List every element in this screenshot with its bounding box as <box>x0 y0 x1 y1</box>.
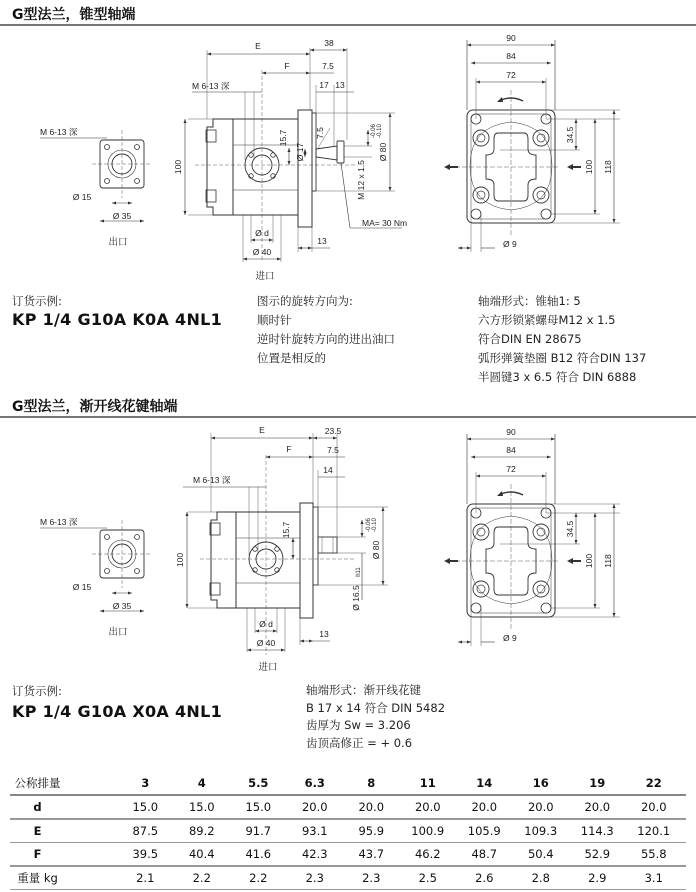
rotation-note-line: 图示的旋转方向为: <box>257 294 353 308</box>
mounting-hole-icon <box>541 209 551 219</box>
dimension-label: 7.5 <box>315 127 325 139</box>
dimension-label: MA= 30 Nm <box>362 218 408 228</box>
table-header-cell: 3 <box>141 776 150 790</box>
dimension-label: 100 <box>175 552 185 568</box>
dimension-label: E <box>255 41 261 51</box>
dimension-label: -0.10 <box>372 518 378 532</box>
bolt-hole-icon <box>135 535 140 540</box>
rotation-note-line: 顺时针 <box>257 313 292 327</box>
dimension-label: 34.5 <box>565 126 575 144</box>
shaft-note-line: B 17 x 14 符合 DIN 5482 <box>306 700 446 715</box>
rotation-note-line: 位置是相反的 <box>257 351 326 365</box>
table-cell: 46.2 <box>414 847 441 861</box>
table-cell: 2.9 <box>588 870 607 885</box>
dimension-label: Ø 15 <box>72 582 92 592</box>
dimension-label: F <box>286 444 292 454</box>
dimension-label: 38 <box>324 38 334 48</box>
rotation-note <box>257 292 395 368</box>
bolt-hole-icon <box>105 569 110 574</box>
dimension-label: 7.5 <box>322 61 334 71</box>
table-header-row <box>0 772 696 794</box>
table-header-cell: 8 <box>367 776 376 790</box>
shaft-note-line: 符合DIN EN 28675 <box>478 332 582 346</box>
bolt-icon <box>473 130 489 146</box>
table-cell: 100.9 <box>411 823 445 838</box>
table-cell: 20.0 <box>471 800 498 814</box>
bolt-icon <box>537 528 545 536</box>
dimension-label: Ø d <box>259 619 273 629</box>
table-cell: 15.0 <box>245 800 272 814</box>
shaft-note-line: 齿顶高修正 = + 0.6 <box>306 735 413 750</box>
dimension-label: h11 <box>356 567 362 577</box>
table-cell: 109.3 <box>524 823 558 838</box>
table-cell: 2.1 <box>136 870 155 885</box>
table-header-cell: 4 <box>197 776 206 790</box>
table-cell: 105.9 <box>467 823 501 838</box>
dimension-label: M 6-13 深 <box>40 127 78 137</box>
inlet-arrow-icon <box>567 164 581 170</box>
displacement-table <box>0 772 696 890</box>
shaft-note-line: 轴端形式：锥轴1: 5 <box>478 294 581 308</box>
bolt-hole-icon <box>135 179 140 184</box>
table-cell: 120.1 <box>637 823 671 838</box>
table-cell: 2.2 <box>249 870 268 885</box>
shaft-note-line: 半圆键3 x 6.5 符合 DIN 6888 <box>478 370 637 384</box>
port-label: 出口 <box>108 627 128 638</box>
bolt-hole-icon <box>105 179 110 184</box>
table-cell: 48.7 <box>471 847 498 861</box>
table-cell: 2.6 <box>475 870 494 885</box>
table-cell: 2.2 <box>192 870 211 885</box>
dimension-label: 90 <box>506 33 516 43</box>
table-cell: 20.0 <box>414 800 441 814</box>
table-cell: 15.0 <box>132 800 159 814</box>
bolt-hole-icon <box>105 535 110 540</box>
dimension-label: 72 <box>506 464 516 474</box>
dimension-label: 118 <box>603 554 613 568</box>
table-header-cell: 6.3 <box>304 776 325 790</box>
dimension-label: M 12 x 1.5 <box>356 160 366 200</box>
dimension-label: M 6-13 深 <box>192 81 230 91</box>
table-cell: 2.5 <box>418 870 437 885</box>
dimension-label: Ø 80 <box>371 540 381 560</box>
table-header-cell: 公称排量 <box>14 776 61 790</box>
bolt-icon <box>533 524 549 540</box>
port-label: 进口 <box>258 662 278 673</box>
table-cell: d <box>33 800 42 814</box>
dimension-label: Ø 15 <box>72 192 92 202</box>
dimension-label: Ø 40 <box>256 638 276 648</box>
table-cell: 20.0 <box>527 800 554 814</box>
table-cell: 52.9 <box>584 847 611 861</box>
port-label: 进口 <box>255 271 275 282</box>
dimension-label: 118 <box>603 160 613 174</box>
shaft-note <box>306 682 445 752</box>
table-header-cell: 5.5 <box>248 776 269 790</box>
dimension-label: Ø 80 <box>378 142 388 162</box>
table-cell: 89.2 <box>188 823 215 838</box>
bolt-hole-icon <box>135 145 140 150</box>
table-cell: 20.0 <box>584 800 611 814</box>
table-cell: 50.4 <box>527 847 554 861</box>
bolt-icon <box>473 524 489 540</box>
shaft-note <box>478 292 646 387</box>
outlet-arrow-icon <box>444 164 458 170</box>
section-title-tapered-shaft: G型法兰，锥型轴端 <box>12 7 136 23</box>
table-cell: 40.4 <box>188 847 215 861</box>
table-header-cell: 14 <box>476 776 493 790</box>
table-cell: 2.8 <box>531 870 550 885</box>
bolt-icon <box>477 528 485 536</box>
dimension-label: 7.5 <box>327 445 339 455</box>
rotation-arrow-icon <box>497 491 503 496</box>
dimension-label: 100 <box>584 553 594 569</box>
port-label: 出口 <box>108 237 128 248</box>
rear-cover <box>207 119 233 215</box>
dimension-label: E <box>259 425 265 435</box>
rotation-arrow-icon <box>497 97 503 102</box>
table-cell: 20.0 <box>358 800 385 814</box>
shaft-note-line: 弧形弹簧垫圈 B12 符合DIN 137 <box>478 351 647 365</box>
table-row <box>0 867 696 889</box>
dimension-label: Ø 35 <box>112 211 132 221</box>
drawing-outline <box>300 503 313 618</box>
drawing-outline <box>318 537 337 553</box>
dimension-label: 15.7 <box>281 521 291 539</box>
table-cell: 95.9 <box>358 823 385 838</box>
table-header-cell: 19 <box>589 776 606 790</box>
table-cell: 43.7 <box>358 847 385 861</box>
dimension-label: 14 <box>323 465 333 475</box>
bolt-hole-icon <box>105 145 110 150</box>
table-cell: 2.3 <box>362 870 381 885</box>
dimension-label: 23.5 <box>324 426 342 436</box>
dimension-label: 13 <box>335 80 345 90</box>
dimension-label: Ø 40 <box>252 247 272 257</box>
mounting-hole-icon <box>541 603 551 613</box>
dimension-label: 90 <box>506 427 516 437</box>
dimension-label: 72 <box>506 70 516 80</box>
table-cell: 91.7 <box>245 823 272 838</box>
mounting-hole-icon <box>471 209 481 219</box>
order-example-label: 订货示例: <box>12 294 62 308</box>
dimension-label: 15.7 <box>278 129 288 147</box>
table-cell: 39.5 <box>132 847 159 861</box>
dimension-label: M 6-13 深 <box>193 475 231 485</box>
drawing-outline <box>337 141 344 163</box>
outlet-arrow-icon <box>444 558 458 564</box>
shaft-note-line: 轴端形式：渐开线花键 <box>306 683 421 697</box>
dimension-label: 100 <box>584 159 594 175</box>
table-cell: 20.0 <box>301 800 328 814</box>
table-cell: 20.0 <box>640 800 667 814</box>
bolt-hole-icon <box>135 569 140 574</box>
drawing-outline <box>233 119 298 215</box>
dimension-label: Ø 16.5 <box>351 585 361 611</box>
dimension-label: -0.06 <box>371 124 377 138</box>
bolt-icon <box>533 581 549 597</box>
section-title-spline-shaft: G型法兰，渐开线花键轴端 <box>12 399 178 415</box>
drawing-outline <box>313 507 318 585</box>
table-cell: 114.3 <box>580 823 614 838</box>
bolt-hole-icon <box>275 547 280 552</box>
table-header-cell: 22 <box>645 776 662 790</box>
bolt-icon <box>537 134 545 142</box>
table-header-cell: 16 <box>532 776 549 790</box>
table-row <box>0 796 696 818</box>
dimension-label: 34.5 <box>565 520 575 538</box>
table-cell: 3.1 <box>644 870 663 885</box>
table-cell: 2.3 <box>305 870 324 885</box>
table-cell: 15.0 <box>188 800 215 814</box>
dimension-label: Ø 35 <box>112 601 132 611</box>
dimension-label: 84 <box>506 51 516 61</box>
order-code: KP 1/4 G10A K0A 4NL1 <box>12 310 223 329</box>
dimension-label: 17 <box>319 80 329 90</box>
dimension-label: -0.10 <box>377 124 383 138</box>
table-cell: F <box>33 847 42 861</box>
dimension-label: M 6-13 深 <box>40 517 78 527</box>
rotation-note-line: 逆时针旋转方向的进出油口 <box>257 332 395 346</box>
tapered-shaft <box>316 146 337 160</box>
drawing-outline <box>298 110 312 227</box>
dimension-label: Ø d <box>255 228 269 238</box>
table-cell: 87.5 <box>132 823 159 838</box>
bolt-icon <box>473 187 489 203</box>
dimension-label: -0.06 <box>366 518 372 532</box>
shaft-note-line: 六方形锁紧螺母M12 x 1.5 <box>478 313 616 327</box>
dimension-label: 13 <box>317 236 327 246</box>
bolt-icon <box>533 187 549 203</box>
dimension-label: F <box>284 61 290 71</box>
table-cell: 42.3 <box>301 847 328 861</box>
order-example-label: 订货示例: <box>12 684 62 698</box>
table-header-cell: 11 <box>419 776 436 790</box>
dimension-label: 100 <box>173 159 183 175</box>
bolt-hole-icon <box>253 547 258 552</box>
drawing-line <box>341 163 350 228</box>
table-divider <box>10 889 686 891</box>
table-row <box>0 843 696 865</box>
bolt-icon <box>533 130 549 146</box>
bolt-hole-icon <box>249 153 254 158</box>
drawing-outline <box>312 113 316 191</box>
dimension-label: Ø 9 <box>503 633 517 643</box>
dimension-label: Ø 9 <box>503 239 517 249</box>
dimension-label: Ø 17 <box>295 142 305 162</box>
shaft-note-line: 齿厚为 Sw = 3.206 <box>306 718 411 732</box>
bolt-hole-icon <box>271 153 276 158</box>
bolt-icon <box>477 134 485 142</box>
dimension-label: 13 <box>319 629 329 639</box>
table-cell: 93.1 <box>301 823 328 838</box>
table-row <box>0 820 696 842</box>
order-code: KP 1/4 G10A X0A 4NL1 <box>12 702 222 721</box>
table-cell: E <box>33 823 42 838</box>
rear-cover <box>211 512 236 608</box>
table-cell: 41.6 <box>245 847 272 861</box>
table-cell: 55.8 <box>640 847 667 861</box>
table-cell: 重量 kg <box>17 870 58 885</box>
dimension-label: 84 <box>506 445 516 455</box>
bolt-icon <box>473 581 489 597</box>
inlet-arrow-icon <box>567 558 581 564</box>
mounting-hole-icon <box>471 603 481 613</box>
